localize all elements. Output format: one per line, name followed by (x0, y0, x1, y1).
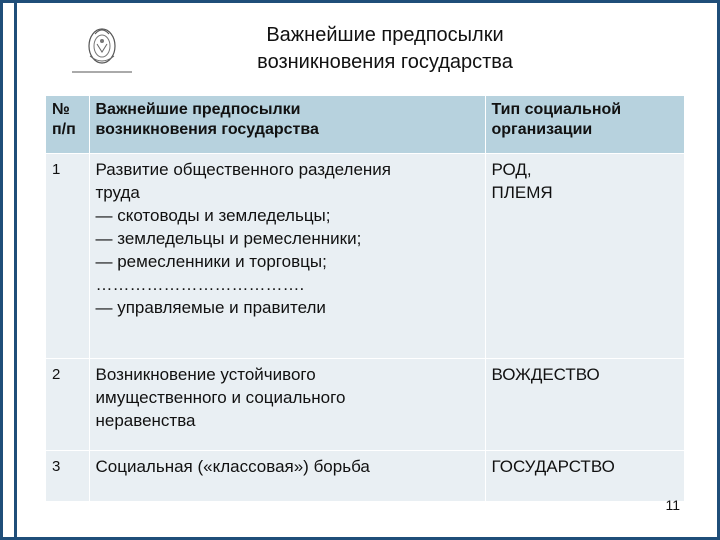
row-num: 1 (46, 154, 89, 359)
prerequisite-line: имущественного и социального (95, 388, 346, 407)
prerequisites-table (46, 95, 684, 502)
page-number: 11 (665, 497, 680, 513)
prerequisite-line: — земледельцы и ремесленники; (95, 229, 362, 248)
header-organization-line: организации (491, 121, 593, 138)
header-prerequisites-line: Важнейшие предпосылки (95, 101, 301, 118)
table-header-row (46, 96, 684, 154)
prerequisite-line: ………………………………. (95, 275, 305, 294)
prerequisite-line: — ремесленники и торговцы; (95, 252, 327, 271)
left-accent-stripe (14, 0, 17, 540)
row-prerequisite (89, 451, 485, 502)
prerequisite-line: — скотоводы и земледельцы; (95, 206, 331, 225)
header-prerequisites-line: возникновения государства (95, 121, 319, 138)
header-organization-line: Тип социальной (491, 101, 622, 118)
slide-title-line-2: возникновения государства (257, 51, 513, 73)
prerequisite-line: Возникновение устойчивого (95, 365, 316, 384)
prerequisite-line: Развитие общественного разделения (95, 160, 391, 179)
row-num: 3 (46, 451, 89, 502)
header-organization (485, 96, 684, 154)
row-organization (485, 451, 684, 502)
slide-title-line-1: Важнейшие предпосылки (266, 24, 504, 46)
table-row (46, 154, 684, 359)
row-organization (485, 154, 684, 359)
header-num-line: № (52, 101, 70, 118)
emblem-logo (68, 22, 136, 78)
organization-line: ВОЖДЕСТВО (491, 365, 600, 384)
header-num (46, 96, 89, 154)
row-num: 2 (46, 359, 89, 451)
prerequisite-line: неравенства (95, 411, 196, 430)
header-prerequisites (89, 96, 485, 154)
prerequisite-line: Социальная («классовая») борьба (95, 457, 370, 476)
row-prerequisite (89, 359, 485, 451)
slide-title (210, 22, 560, 76)
organization-line: РОД, (491, 160, 532, 179)
row-organization (485, 359, 684, 451)
row-prerequisite (89, 154, 485, 359)
prerequisite-line: — управляемые и правители (95, 298, 326, 317)
header-num-line: п/п (52, 121, 76, 138)
table-row (46, 359, 684, 451)
organization-line: ГОСУДАРСТВО (491, 457, 615, 476)
table-row (46, 451, 684, 502)
organization-line: ПЛЕМЯ (491, 183, 553, 202)
prerequisite-line: труда (95, 183, 140, 202)
